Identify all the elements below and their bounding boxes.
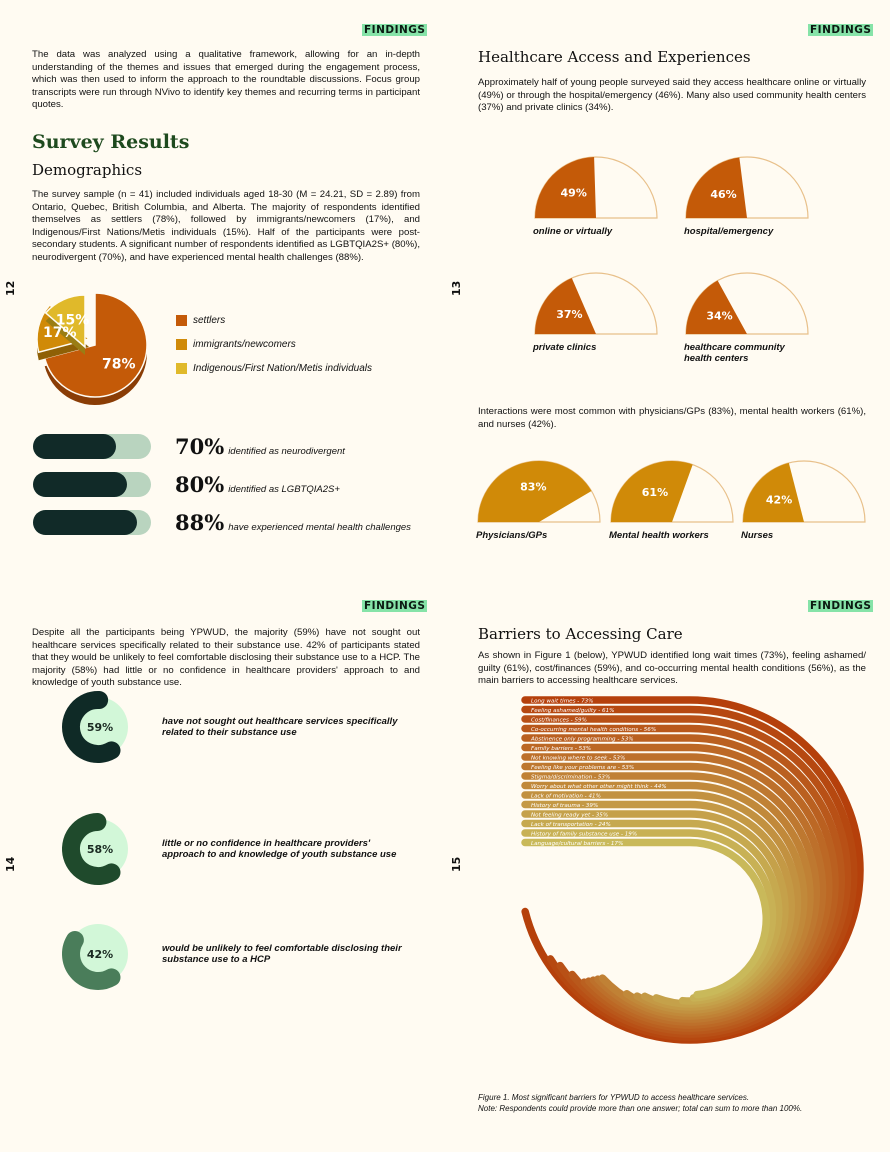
gauge-value: 83% bbox=[520, 480, 547, 494]
barrier-label: Stigma/discrimination - 53% bbox=[531, 774, 611, 781]
barrier-label: Worry about what other other might think - 44% bbox=[531, 784, 667, 791]
pie-legend bbox=[176, 315, 372, 374]
gauge-label: private clinics bbox=[533, 342, 597, 353]
stat-label: identified as neurodivergent bbox=[228, 446, 345, 457]
gauge-chart bbox=[533, 155, 659, 219]
progress-bar bbox=[33, 510, 151, 535]
donut-stat bbox=[58, 688, 402, 766]
gauge-label: healthcare community health centers bbox=[684, 342, 785, 364]
stat-row bbox=[33, 472, 411, 497]
page-number: 13 bbox=[450, 280, 463, 296]
access-gauge bbox=[533, 155, 659, 237]
gauge-chart bbox=[684, 271, 810, 335]
stat-value: 88% bbox=[175, 510, 225, 535]
interaction-gauge bbox=[741, 459, 867, 541]
findings-badge: FINDINGS bbox=[810, 24, 872, 36]
barrier-label: Abstinence only programming - 53% bbox=[531, 736, 634, 743]
intro-paragraph: The data was analyzed using a qualitative framework, allowing for an in-depth understanding of the themes and issues that emerged during the engagement process, which was then used to inform the approach to the roundtable discussions. Focus group transcripts were run through NVivo to identify key themes and recurring terms in participant quotes. bbox=[32, 49, 420, 111]
progress-bar bbox=[33, 472, 151, 497]
access-gauge bbox=[533, 271, 659, 353]
donut-label: would be unlikely to feel comfortable disclosing their substance use to a HCP bbox=[162, 942, 402, 965]
interaction-gauge bbox=[476, 459, 602, 541]
legend-label: immigrants/newcomers bbox=[193, 339, 296, 350]
gauge-value: 34% bbox=[706, 309, 733, 323]
gauge-value: 61% bbox=[641, 486, 669, 500]
legend-swatch bbox=[176, 315, 187, 326]
donut-label: little or no confidence in healthcare providers' approach to and knowledge of youth substance use bbox=[162, 837, 397, 860]
donut-chart bbox=[58, 915, 132, 993]
gauge-value: 37% bbox=[556, 307, 583, 321]
barrier-label: Long wait times - 73% bbox=[531, 698, 594, 705]
gauge-label: Nurses bbox=[741, 530, 774, 541]
donut-chart bbox=[58, 810, 132, 888]
donut-stat bbox=[58, 810, 402, 888]
section-title: Survey Results bbox=[32, 131, 190, 153]
stat-row bbox=[33, 510, 411, 535]
donut-stat bbox=[58, 915, 402, 993]
gauge-label: Physicians/GPs bbox=[476, 530, 548, 541]
page-number: 12 bbox=[4, 280, 17, 296]
interactions-paragraph: Interactions were most common with physicians/GPs (83%), mental health workers (61%), and nurses (42%). bbox=[478, 406, 866, 430]
stat-value: 70% bbox=[175, 434, 225, 459]
access-gauge bbox=[684, 271, 810, 364]
access-gauge bbox=[684, 155, 810, 237]
legend-label: settlers bbox=[193, 315, 226, 326]
findings-badge: FINDINGS bbox=[810, 600, 872, 612]
caption-note: Note: Respondents could provide more than one answer; total can sum to more than 100%. bbox=[478, 1103, 803, 1113]
barrier-label: Not feeling ready yet - 35% bbox=[531, 812, 609, 819]
demographics-pie-chart bbox=[30, 285, 160, 415]
barrier-label: Not knowing where to seek - 53% bbox=[531, 755, 626, 762]
substance-use-paragraph: Despite all the participants being YPWUD, the majority (59%) have not sought out healthcare services specifically related to their substance use. 42% of participants stated that they would be unlikely to feel comfortable disclosing their substance use to a HCP. The majority (58%) had little or no confidence in healthcare providers' approach to and knowledge of youth substance use. bbox=[32, 627, 420, 689]
gauge-label: hospital/emergency bbox=[684, 226, 774, 237]
figure-caption bbox=[478, 1093, 868, 1114]
gauge-chart bbox=[741, 459, 867, 523]
pie-slices bbox=[37, 293, 147, 405]
stat-row bbox=[33, 434, 411, 459]
page-title: Healthcare Access and Experiences bbox=[478, 48, 751, 66]
donut-chart bbox=[58, 688, 132, 766]
legend-label: Indigenous/First Nation/Metis individuals bbox=[193, 363, 372, 374]
pie-label: 15% bbox=[55, 312, 90, 329]
donut-value: 59% bbox=[86, 721, 114, 734]
page-number: 15 bbox=[450, 856, 463, 872]
legend-item bbox=[176, 363, 372, 374]
access-paragraph: Approximately half of young people surveyed said they access healthcare online or virtually (49%) or through the hospital/emergency (46%). Many also used community health centers (37%) and private clinics (34%). bbox=[478, 77, 866, 114]
demographics-paragraph: The survey sample (n = 41) included individuals aged 18-30 (M = 24.21, SD = 2.89) from Ontario, Quebec, British Columbia, and Alberta. The majority of respondents identified themselves as settlers (78%), followed by immigrants/newcomers (17%), and Indigenous/First Nations/Metis individuals (15%). Half of the participants were post-secondary students. A significant number of respondents identified as LGBTQIA2S+ (80%), neurodivergent (70%), and have experienced mental health challenges (88%). bbox=[32, 189, 420, 263]
legend-swatch bbox=[176, 363, 187, 374]
barrier-label: Lack of motivation - 41% bbox=[531, 793, 601, 800]
barrier-label: Language/cultural barriers - 17% bbox=[531, 841, 624, 848]
progress-fill bbox=[33, 510, 137, 535]
barrier-label: History of trauma - 39% bbox=[531, 803, 599, 810]
donut-label: have not sought out healthcare services specifically related to their substance use bbox=[162, 715, 398, 738]
legend-item bbox=[176, 315, 372, 326]
donut-value: 42% bbox=[86, 948, 114, 961]
donut-value: 58% bbox=[86, 843, 114, 856]
stats-list bbox=[33, 434, 411, 535]
findings-badge: FINDINGS bbox=[364, 24, 426, 36]
legend-item bbox=[176, 339, 372, 350]
gauge-chart bbox=[476, 459, 602, 523]
gauge-value: 46% bbox=[710, 187, 737, 201]
gauge-chart bbox=[533, 271, 659, 335]
page-title: Barriers to Accessing Care bbox=[478, 625, 683, 643]
barriers-radial-chart bbox=[470, 690, 870, 1060]
stat-value: 80% bbox=[175, 472, 225, 497]
gauge-value: 42% bbox=[765, 493, 793, 507]
barrier-label: Cost/finances - 59% bbox=[531, 717, 587, 724]
subtitle: Demographics bbox=[32, 161, 143, 179]
barrier-label: Co-occurring mental health conditions - 56% bbox=[531, 727, 657, 734]
barriers-paragraph: As shown in Figure 1 (below), YPWUD identified long wait times (73%), feeling ashamed/ guilty (61%), cost/finances (59%), and co-occurring mental health conditions (56%), as the main barriers to accessing healthcare services. bbox=[478, 650, 866, 687]
legend-swatch bbox=[176, 339, 187, 350]
barrier-label: Feeling ashamed/guilty - 61% bbox=[531, 708, 615, 715]
page-number: 14 bbox=[4, 856, 17, 872]
barrier-label: Feeling like your problems are - 53% bbox=[531, 765, 635, 772]
progress-bar bbox=[33, 434, 151, 459]
gauge-value: 49% bbox=[560, 186, 587, 200]
pie-label: 17% bbox=[43, 325, 77, 342]
stat-label: have experienced mental health challenges bbox=[228, 522, 411, 533]
barrier-label: History of family substance use - 19% bbox=[531, 831, 638, 838]
pie-label: 78% bbox=[101, 356, 136, 373]
interaction-gauge bbox=[609, 459, 735, 541]
progress-fill bbox=[33, 472, 127, 497]
progress-fill bbox=[33, 434, 116, 459]
caption-line: Figure 1. Most significant barriers for YPWUD to access healthcare services. bbox=[478, 1093, 750, 1102]
findings-badge: FINDINGS bbox=[364, 600, 426, 612]
barrier-label: Lack of transportation - 24% bbox=[531, 822, 611, 829]
stat-label: identified as LGBTQIA2S+ bbox=[228, 484, 340, 495]
gauge-label: online or virtually bbox=[533, 226, 613, 237]
barrier-label: Family barriers - 53% bbox=[531, 746, 592, 753]
gauge-label: Mental health workers bbox=[609, 530, 709, 541]
gauge-chart bbox=[684, 155, 810, 219]
gauge-chart bbox=[609, 459, 735, 523]
